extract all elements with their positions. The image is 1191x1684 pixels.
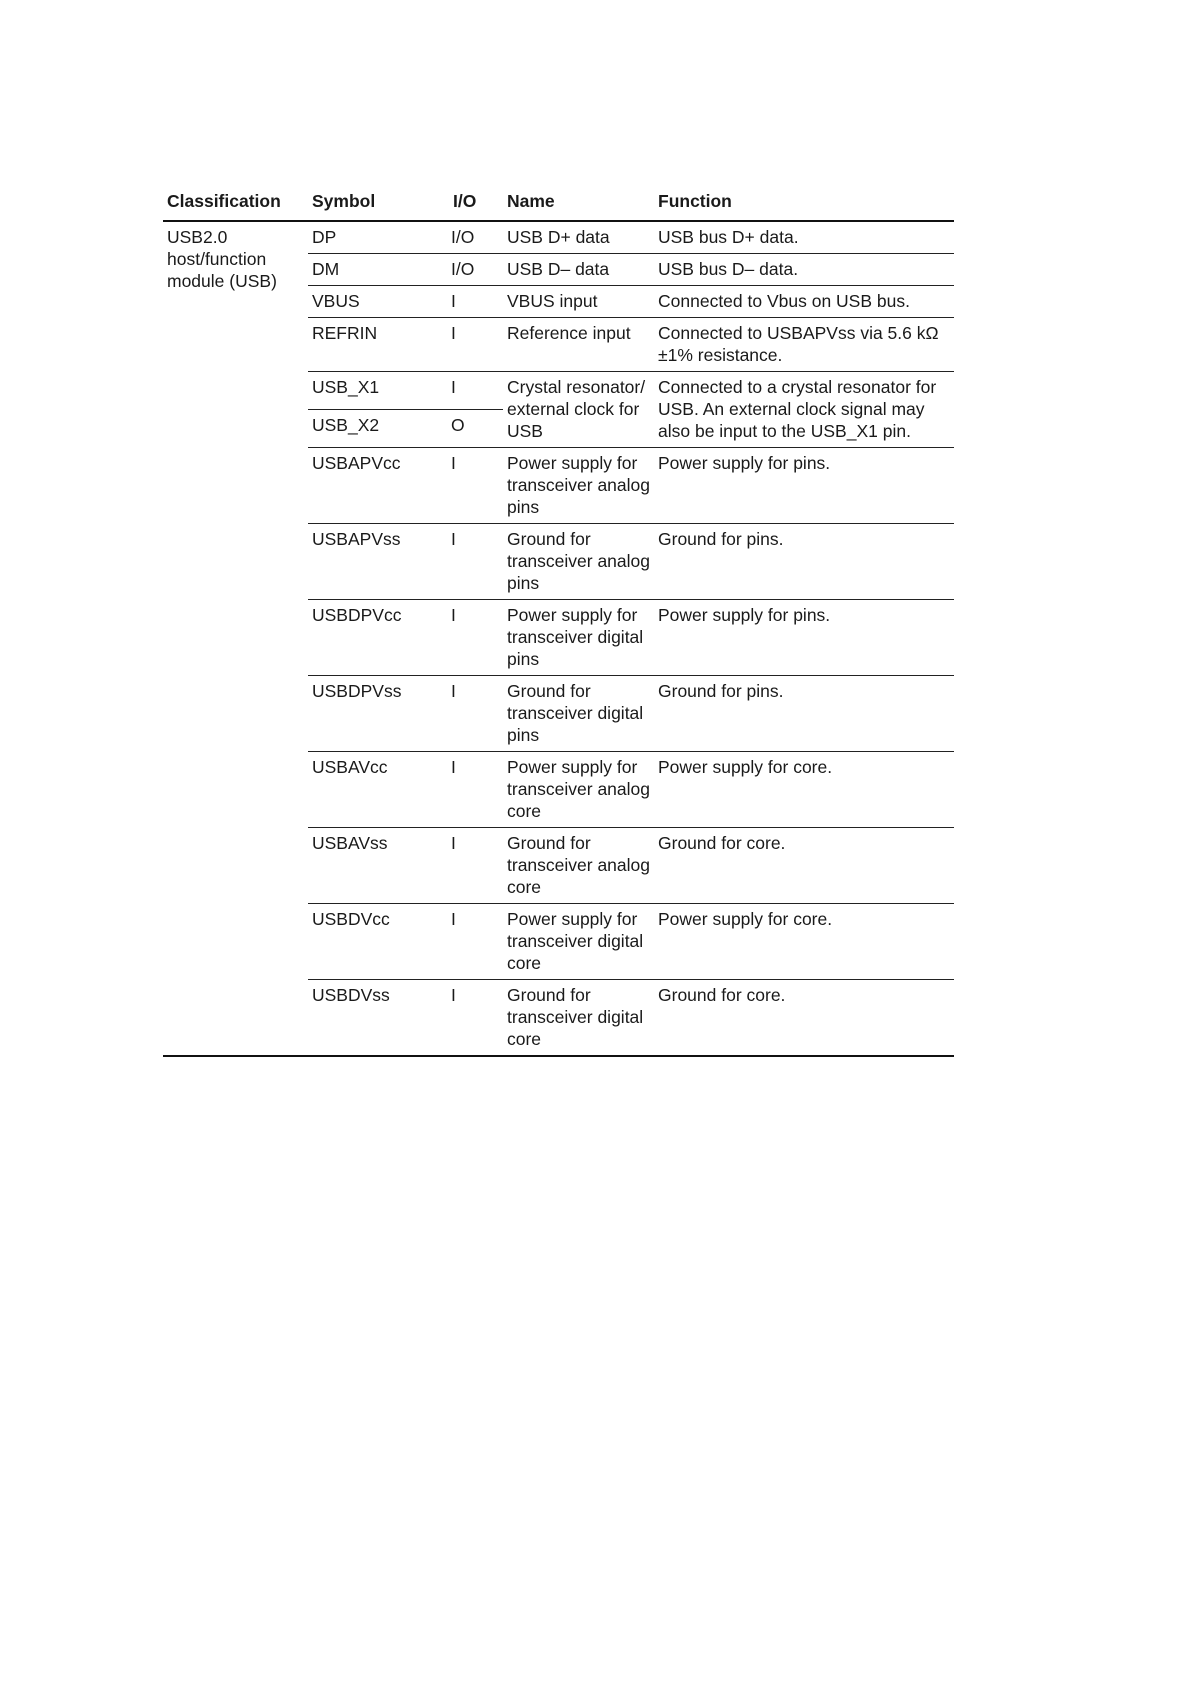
- name-cell: Power supply for transceiver digital pins: [503, 600, 654, 676]
- name-cell: Power supply for transceiver analog core: [503, 752, 654, 828]
- symbol-cell: DM: [308, 254, 449, 286]
- symbol-cell: REFRIN: [308, 318, 449, 372]
- io-cell: I: [449, 904, 503, 980]
- header-io: I/O: [449, 188, 503, 221]
- classification-cell: USB2.0 host/function module (USB): [167, 227, 277, 291]
- symbol-cell: VBUS: [308, 286, 449, 318]
- function-cell: Ground for pins.: [654, 676, 954, 752]
- symbol-cell: USBDPVcc: [308, 600, 449, 676]
- symbol-cell: USBAPVss: [308, 524, 449, 600]
- name-cell: Ground for transceiver digital pins: [503, 676, 654, 752]
- symbol-cell: DP: [308, 221, 449, 254]
- symbol-cell: USBAVcc: [308, 752, 449, 828]
- function-cell: Power supply for core.: [654, 752, 954, 828]
- name-cell: USB D+ data: [503, 221, 654, 254]
- function-cell: Ground for core.: [654, 828, 954, 904]
- io-cell: I: [449, 524, 503, 600]
- io-cell: I/O: [449, 221, 503, 254]
- name-cell: Reference input: [503, 318, 654, 372]
- header-classification: Classification: [163, 188, 308, 221]
- symbol-cell: USBDVss: [312, 985, 390, 1005]
- name-cell: Ground for transceiver analog pins: [503, 524, 654, 600]
- table-bottom-rule: [163, 1056, 954, 1057]
- function-cell: Power supply for pins.: [654, 448, 954, 524]
- table-header-row: [163, 188, 954, 221]
- function-cell: Power supply for pins.: [654, 600, 954, 676]
- name-cell: Power supply for transceiver digital core: [503, 904, 654, 980]
- io-cell: I/O: [449, 254, 503, 286]
- symbol-cell: USB_X1: [308, 372, 449, 410]
- io-cell: I: [449, 752, 503, 828]
- io-cell: I: [449, 676, 503, 752]
- io-cell: I: [449, 318, 503, 372]
- function-cell: Power supply for core.: [654, 904, 954, 980]
- pin-function-table: [163, 188, 954, 1057]
- name-cell: VBUS input: [503, 286, 654, 318]
- function-cell: Ground for pins.: [654, 524, 954, 600]
- io-cell: I: [449, 286, 503, 318]
- io-cell: I: [449, 828, 503, 904]
- header-name: Name: [503, 188, 654, 221]
- name-cell: Ground for transceiver digital core: [507, 985, 644, 1049]
- function-cell: Connected to a crystal resonator for USB. An external clock signal may also be input to the USB_X1 pin.: [654, 372, 954, 448]
- table-row: [163, 221, 954, 254]
- function-cell: Connected to Vbus on USB bus.: [654, 286, 954, 318]
- symbol-cell: USBDPVss: [308, 676, 449, 752]
- symbol-cell: USBDVcc: [308, 904, 449, 980]
- symbol-cell: USBAPVcc: [308, 448, 449, 524]
- io-cell: I: [451, 985, 456, 1005]
- function-cell: Connected to USBAPVss via 5.6 kΩ ±1% resistance.: [654, 318, 954, 372]
- function-cell: Ground for core.: [658, 985, 786, 1005]
- io-cell: I: [449, 372, 503, 410]
- function-cell: USB bus D– data.: [654, 254, 954, 286]
- header-symbol: Symbol: [308, 188, 449, 221]
- symbol-cell: USBAVss: [308, 828, 449, 904]
- header-function: Function: [654, 188, 954, 221]
- bottom-rule-cell: [163, 1056, 954, 1057]
- io-cell: I: [449, 448, 503, 524]
- function-cell: USB bus D+ data.: [654, 221, 954, 254]
- io-cell: O: [449, 410, 503, 448]
- name-cell: Crystal resonator/ external clock for USB: [503, 372, 654, 448]
- name-cell: Ground for transceiver analog core: [503, 828, 654, 904]
- io-cell: I: [449, 600, 503, 676]
- name-cell: Power supply for transceiver analog pins: [503, 448, 654, 524]
- symbol-cell: USB_X2: [308, 410, 449, 448]
- name-cell: USB D– data: [503, 254, 654, 286]
